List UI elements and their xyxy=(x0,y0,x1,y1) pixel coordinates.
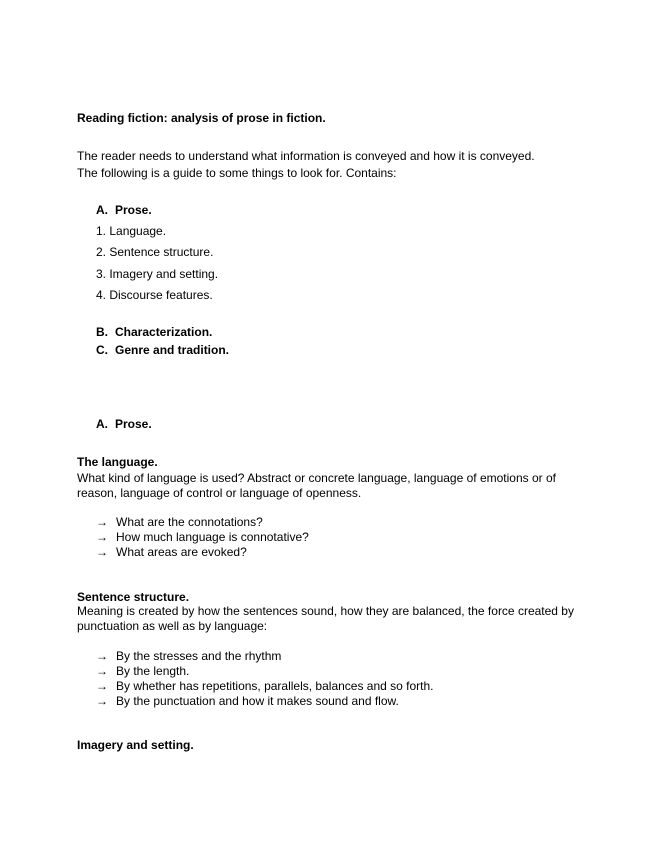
language-paragraph: What kind of language is used? Abstract or concrete language, language of emotions or of reason, language of control or language of openness. xyxy=(77,471,556,500)
outline-letter: C. xyxy=(96,343,108,357)
outline-item-b xyxy=(96,325,212,340)
bullet-text: By the length. xyxy=(116,664,190,678)
bullet-item xyxy=(96,679,434,694)
outline-label: Characterization. xyxy=(115,325,213,339)
bullet-item xyxy=(96,649,281,664)
outline-subitem: 4. Discourse features. xyxy=(96,288,213,302)
bullet-text: By whether has repetitions, parallels, balances and so forth. xyxy=(116,679,434,693)
bullet-text: How much language is connotative? xyxy=(116,530,309,544)
intro-line-2: The following is a guide to some things to look for. Contains: xyxy=(77,166,397,180)
bullet-text: By the punctuation and how it makes sound and flow. xyxy=(116,694,399,708)
outline-letter: B. xyxy=(96,325,108,339)
outline-subitem: 2. Sentence structure. xyxy=(96,245,214,259)
outline-label: Genre and tradition. xyxy=(115,343,230,357)
bullet-item xyxy=(96,515,263,530)
arrow-icon: → xyxy=(96,649,108,663)
document-title: Reading fiction: analysis of prose in fiction. xyxy=(77,111,326,125)
sentence-heading: Sentence structure. xyxy=(77,590,190,604)
arrow-icon: → xyxy=(96,530,108,544)
bullet-item xyxy=(96,545,247,560)
outline-subitem: 3. Imagery and setting. xyxy=(96,267,219,281)
outline-item-a xyxy=(96,203,152,218)
bullet-text: What are the connotations? xyxy=(116,515,263,529)
arrow-icon: → xyxy=(96,694,108,708)
section-letter: A. xyxy=(96,417,108,431)
intro-line-1: The reader needs to understand what information is conveyed and how it is conveyed. xyxy=(77,149,535,163)
outline-letter: A. xyxy=(96,203,108,217)
sentence-paragraph: Meaning is created by how the sentences sound, how they are balanced, the force created by punctuation as well as by language: xyxy=(77,604,574,633)
arrow-icon: → xyxy=(96,679,108,693)
arrow-icon: → xyxy=(96,515,108,529)
section-label: Prose. xyxy=(115,417,152,431)
language-heading: The language. xyxy=(77,455,158,469)
section-heading-a xyxy=(96,417,152,432)
outline-label: Prose. xyxy=(115,203,152,217)
outline-subitem: 1. Language. xyxy=(96,224,167,238)
bullet-text: By the stresses and the rhythm xyxy=(116,649,282,663)
imagery-heading: Imagery and setting. xyxy=(77,738,194,752)
bullet-item xyxy=(96,694,399,709)
arrow-icon: → xyxy=(96,545,108,559)
bullet-item xyxy=(96,664,189,679)
arrow-icon: → xyxy=(96,664,108,678)
bullet-text: What areas are evoked? xyxy=(116,545,247,559)
bullet-item xyxy=(96,530,309,545)
outline-item-c xyxy=(96,343,229,358)
